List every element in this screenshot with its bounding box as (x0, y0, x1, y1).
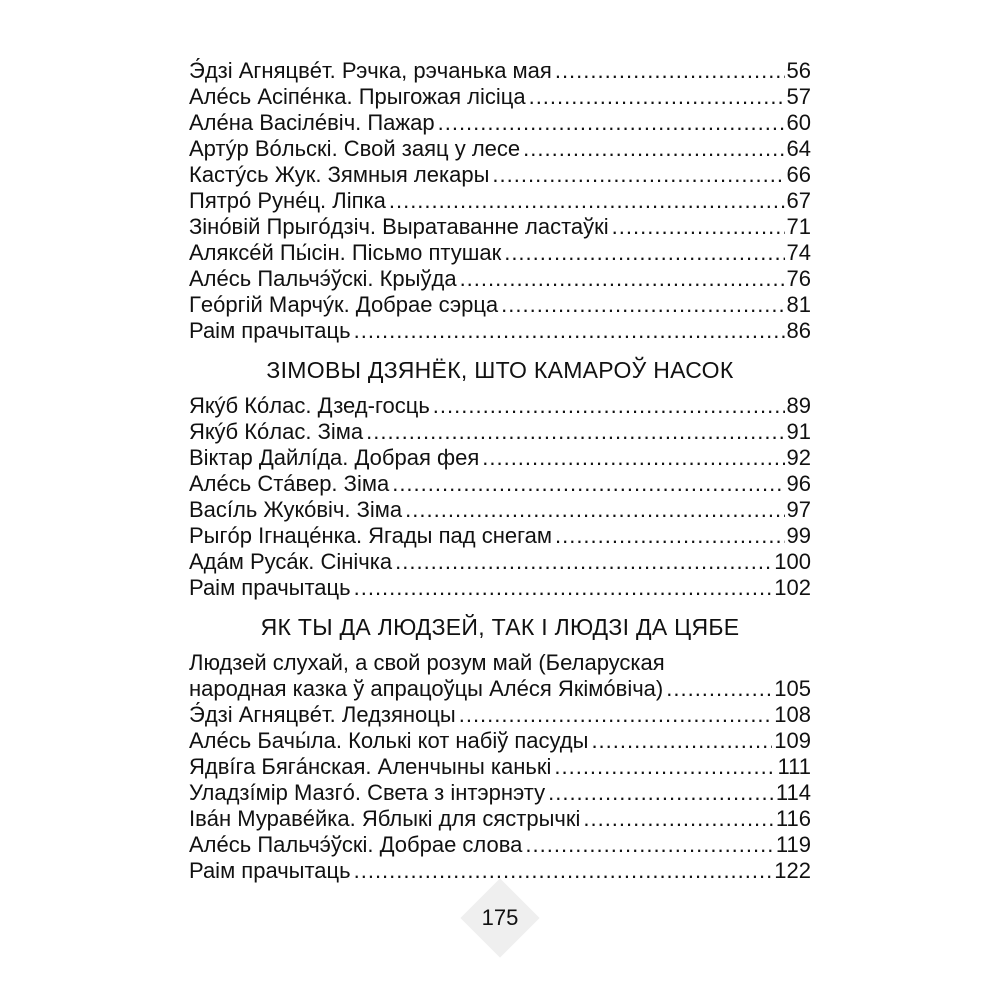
entry-title: Алéсь Стáвер. Зіма (189, 471, 390, 496)
entry-page: 105 (774, 676, 811, 701)
toc-entry (189, 84, 811, 110)
toc-entry (189, 702, 811, 728)
entry-page: 86 (786, 318, 811, 343)
dot-leader (492, 162, 784, 188)
entry-title: Пятрó Рунéц. Ліпка (189, 188, 386, 213)
entry-title: Алéсь Бачы́ла. Колькі кот набіў пасуды (189, 728, 589, 753)
toc-entry (189, 110, 811, 136)
entry-title: Алéна Васілéвіч. Пажар (189, 110, 435, 135)
toc-entry (189, 832, 811, 858)
entry-title: Раім прачытаць (189, 318, 351, 343)
dot-leader (554, 754, 775, 780)
toc-entry (189, 214, 811, 240)
dot-leader (666, 676, 772, 702)
entry-page: 76 (786, 266, 811, 291)
entry-page: 96 (786, 471, 811, 496)
page-number-text: 175 (481, 905, 519, 930)
entry-page: 114 (775, 780, 811, 805)
entry-page: 67 (786, 188, 811, 213)
toc-entry (189, 240, 811, 266)
dot-leader (389, 188, 785, 214)
entry-title: Артýр Вóльскі. Свой заяц у лесе (189, 136, 521, 161)
toc-section (189, 357, 811, 601)
section-heading: ЗІМОВЫ ДЗЯНЁК, ШТО КАМАРОЎ НАСОК (266, 357, 734, 383)
entry-title: Рыгóр Ігнацéнка. Ягады пад снегам (189, 523, 552, 548)
entry-title: Зінóвій Прыгóдзіч. Выратаванне ластаўкі (189, 214, 609, 239)
dot-leader (405, 497, 784, 523)
entry-title-line2 (189, 676, 811, 702)
toc-entry (189, 393, 811, 419)
dot-leader (555, 58, 785, 84)
entry-title: Уладзíмір Мазгó. Света з інтэрнэту (189, 780, 546, 805)
entry-page: 60 (786, 110, 811, 135)
dot-leader (354, 858, 773, 884)
entry-page: 81 (786, 292, 811, 317)
toc-entry (189, 650, 811, 702)
entry-page: 108 (774, 702, 811, 727)
dot-leader (583, 806, 774, 832)
entry-title-line1: Людзей слухай, а свой розум май (Беларуская (189, 650, 665, 675)
entry-title: Івáн Муравéйка. Яблыкі для сястрычкі (189, 806, 581, 831)
entry-title: Алéсь Пальчэ́ўскі. Крыўда (189, 266, 457, 291)
entry-page: 99 (786, 523, 811, 548)
entry-page: 64 (786, 136, 811, 161)
dot-leader (395, 549, 772, 575)
entry-page: 92 (786, 445, 811, 470)
toc-entry (189, 292, 811, 318)
entry-title: Э́дзі Агняцвéт. Ледзяноцы (189, 702, 456, 727)
dot-leader (612, 214, 785, 240)
entry-title: Гeóргій Марчýк. Добрае сэрца (189, 292, 499, 317)
toc-entry (189, 266, 811, 292)
entry-page: 111 (777, 754, 811, 779)
toc-entry (189, 136, 811, 162)
toc-entry (189, 188, 811, 214)
entry-page: 109 (774, 728, 811, 753)
entry-title: Алéсь Пальчэ́ўскі. Добрае слова (189, 832, 523, 857)
dot-leader (529, 84, 785, 110)
dot-leader (354, 575, 773, 601)
dot-leader (482, 445, 784, 471)
toc-section (189, 614, 811, 884)
dot-leader (523, 136, 784, 162)
dot-leader (504, 240, 784, 266)
entry-title: народная казка ў апрацоўцы Алéся Якімóвіча) (189, 676, 664, 701)
entry-page: 66 (786, 162, 811, 187)
dot-leader (548, 780, 774, 806)
entry-page: 122 (774, 858, 811, 883)
page-number (456, 874, 544, 962)
dot-leader (366, 419, 784, 445)
entry-page: 97 (786, 497, 811, 522)
entry-page: 119 (775, 832, 811, 857)
toc-entry (189, 497, 811, 523)
entry-page: 74 (786, 240, 811, 265)
table-of-contents (189, 58, 811, 884)
toc-entry (189, 575, 811, 601)
toc-entry (189, 471, 811, 497)
toc-entry (189, 445, 811, 471)
entry-title: Васíль Жукóвіч. Зіма (189, 497, 403, 522)
entry-page: 116 (775, 806, 811, 831)
toc-entry (189, 754, 811, 780)
dot-leader (525, 832, 774, 858)
entry-title: Раім прачытаць (189, 858, 351, 883)
toc-entry (189, 318, 811, 344)
toc-section (189, 58, 811, 344)
toc-entry (189, 523, 811, 549)
entry-page: 100 (774, 549, 811, 574)
entry-page: 91 (786, 419, 811, 444)
entry-title: Аляксéй Пы́сін. Пісьмо птушак (189, 240, 502, 265)
entry-title: Э́дзі Агняцвéт. Рэчка, рэчанька мая (189, 58, 552, 83)
toc-entry (189, 549, 811, 575)
toc-entry (189, 419, 811, 445)
dot-leader (501, 292, 784, 318)
entry-title: Раім прачытаць (189, 575, 351, 600)
dot-leader (438, 110, 785, 136)
dot-leader (460, 266, 785, 292)
entry-title: Якýб Кóлас. Дзед-госць (189, 393, 430, 418)
toc-entry (189, 806, 811, 832)
section-heading: ЯК ТЫ ДА ЛЮДЗЕЙ, ТАК І ЛЮДЗІ ДА ЦЯБЕ (260, 614, 740, 640)
dot-leader (354, 318, 785, 344)
dot-leader (433, 393, 785, 419)
entry-title: Алéсь Асіпéнка. Прыгожая лісіца (189, 84, 526, 109)
entry-title: Адáм Русáк. Сінічка (189, 549, 393, 574)
entry-page: 71 (786, 214, 811, 239)
entry-page: 89 (786, 393, 811, 418)
entry-title: Якýб Кóлас. Зіма (189, 419, 364, 444)
entry-page: 56 (786, 58, 811, 83)
dot-leader (591, 728, 772, 754)
toc-entry (189, 728, 811, 754)
entry-page: 57 (786, 84, 811, 109)
dot-leader (392, 471, 784, 497)
entry-title: Кастýсь Жук. Зямныя лекары (189, 162, 490, 187)
entry-title: Ядвíга Бягáнская. Аленчыны канькі (189, 754, 552, 779)
dot-leader (555, 523, 785, 549)
toc-entry (189, 780, 811, 806)
toc-entry (189, 58, 811, 84)
dot-leader (459, 702, 773, 728)
entry-page: 102 (774, 575, 811, 600)
toc-entry (189, 162, 811, 188)
entry-title: Віктар Дайлíда. Добрая фея (189, 445, 480, 470)
